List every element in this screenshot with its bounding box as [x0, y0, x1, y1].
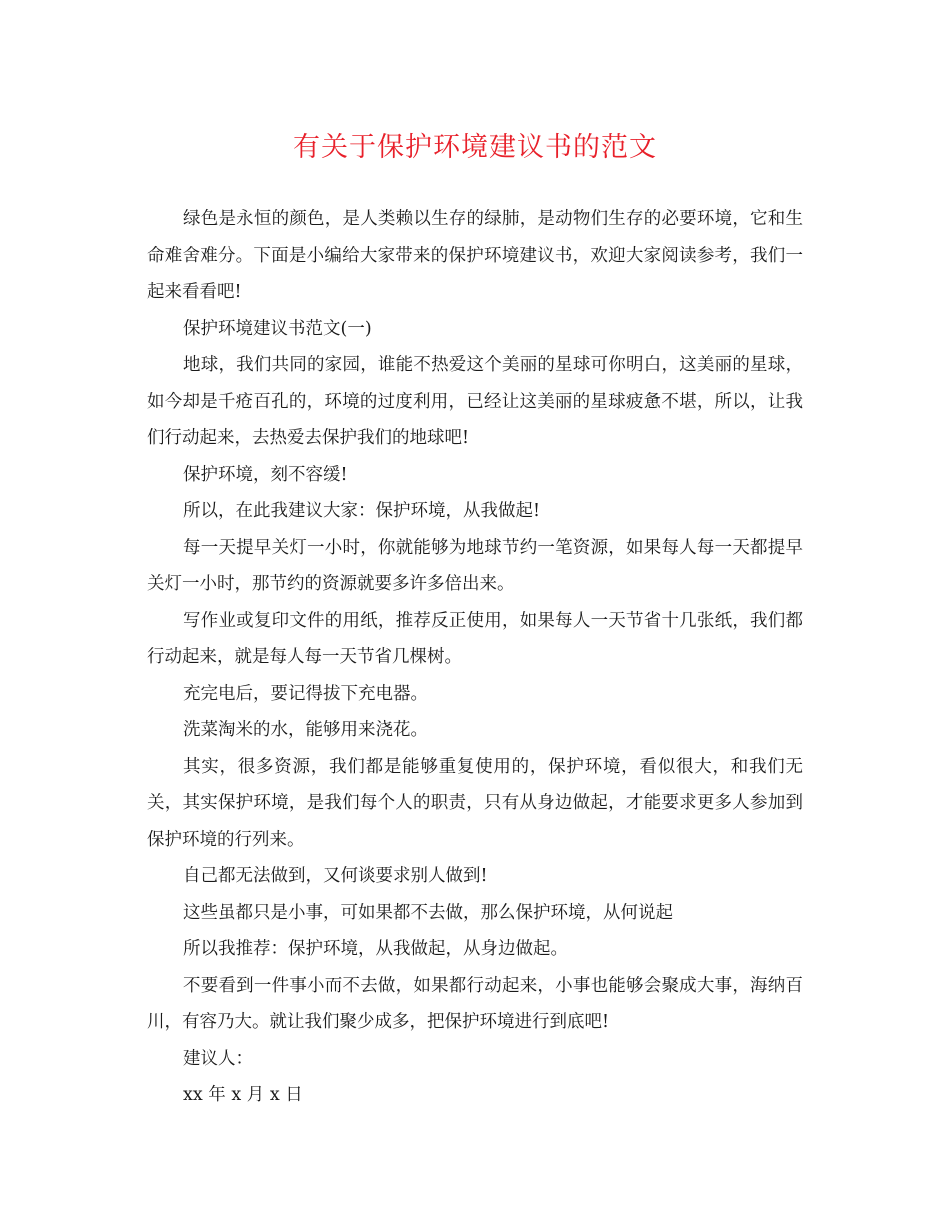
- signature-label: 建议人：: [183, 1048, 253, 1069]
- document-title: 有关于保护环境建议书的范文: [293, 132, 657, 163]
- signature-date: xx 年 x 月 x 日: [183, 1085, 303, 1105]
- paragraph: 洗菜淘米的水，能够用来浇花。: [183, 720, 428, 740]
- paragraph: 不要看到一件事小而不去做，如果都行动起来，小事也能够会聚成大事，海纳百川，有容乃大。就让我们聚少成多，把保护环境进行到底吧!: [147, 975, 803, 1032]
- paragraph: 所以我推荐：保护环境，从我做起，从身边做起。: [183, 939, 568, 959]
- paragraph: 保护环境，刻不容缓!: [183, 464, 348, 485]
- paragraph: 地球，我们共同的家园，谁能不热爱这个美丽的星球可你明白，这美丽的星球，如今却是千疮百孔的，环境的过度利用，已经让这美丽的星球疲惫不堪，所以，让我们行动起来，去热爱去保护我们的地球吧!: [147, 355, 803, 448]
- paragraph: 写作业或复印文件的用纸，推荐反正使用，如果每人一天节省十几张纸，我们都行动起来，就是每人每一天节省几棵树。: [147, 610, 803, 667]
- paragraph: 充完电后，要记得拔下充电器。: [183, 683, 428, 704]
- paragraph: 所以，在此我建议大家：保护环境，从我做起!: [183, 501, 541, 521]
- paragraph: 其实，很多资源，我们都是能够重复使用的，保护环境，看似很大，和我们无关，其实保护环境，是我们每个人的职责，只有从身边做起，才能要求更多人参加到保护环境的行列来。: [147, 756, 803, 850]
- document-body: [147, 201, 803, 1114]
- paragraph: 自己都无法做到，又何谈要求别人做到!: [183, 866, 488, 886]
- paragraph: 每一天提早关灯一小时，你就能够为地球节约一笔资源，如果每人每一天都提早关灯一小时，那节约的资源就要多许多倍出来。: [147, 537, 803, 594]
- paragraph: 这些虽都只是小事，可如果都不去做，那么保护环境，从何说起: [183, 902, 673, 923]
- paragraph-section-heading: 保护环境建议书范文(一): [183, 318, 372, 339]
- paragraph-intro: 绿色是永恒的颜色，是人类赖以生存的绿肺，是动物们生存的必要环境，它和生命难舍难分。下面是小编给大家带来的保护环境建议书，欢迎大家阅读参考，我们一起来看看吧!: [147, 209, 803, 302]
